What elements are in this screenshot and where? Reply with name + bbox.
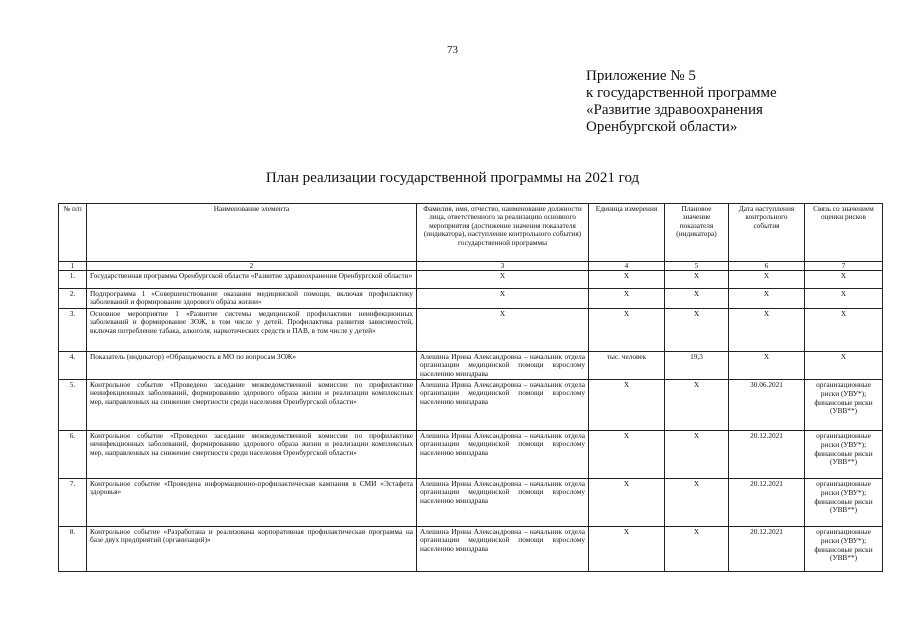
- risk-link: X: [805, 351, 883, 379]
- header-risk: Связь со значением оценки рисков: [805, 204, 883, 262]
- unit-of-measure: тыс. человек: [589, 351, 665, 379]
- row-number: 4.: [59, 351, 87, 379]
- responsible-person: Алешина Ирина Александровна – начальник отдела организации медицинской помощи взрослому населению минздрава: [417, 380, 589, 431]
- header-unit: Единица измерения: [589, 204, 665, 262]
- row-number: 2.: [59, 289, 87, 309]
- event-date: X: [729, 289, 805, 309]
- row-number: 3.: [59, 308, 87, 351]
- responsible-person: Алешина Ирина Александровна – начальник отдела организации медицинской помощи взрослому населению минздрава: [417, 479, 589, 527]
- unit-of-measure: X: [589, 308, 665, 351]
- column-number: 1: [59, 262, 87, 271]
- page-number: 73: [447, 44, 458, 56]
- planned-value: X: [665, 479, 729, 527]
- risk-link: организационные риски (УВУ*); финансовые риски (УВВ**): [805, 527, 883, 572]
- table-row: [59, 479, 883, 527]
- event-date: X: [729, 271, 805, 289]
- element-name: Показатель (индикатор) «Обращаемость в МО по вопросам ЗОЖ»: [87, 351, 417, 379]
- appendix-line: «Развитие здравоохранения: [586, 102, 763, 118]
- table-row: [59, 271, 883, 289]
- table-row: [59, 289, 883, 309]
- responsible-person: X: [417, 308, 589, 351]
- column-number: 7: [805, 262, 883, 271]
- risk-link: организационные риски (УВУ*); финансовые риски (УВВ**): [805, 479, 883, 527]
- row-number: 6.: [59, 431, 87, 479]
- plan-table: [58, 203, 883, 572]
- column-number: 5: [665, 262, 729, 271]
- table-row: [59, 527, 883, 572]
- header-num: № п/п: [59, 204, 87, 262]
- column-number: 2: [87, 262, 417, 271]
- appendix-heading: [586, 68, 777, 136]
- risk-link: организационные риски (УВУ*); финансовые риски (УВВ**): [805, 380, 883, 431]
- appendix-line: Оренбургской области»: [586, 119, 738, 135]
- element-name: Контрольное событие «Разработана и реализована корпоративная профилактическая программа на базе двух предприятий (организаций)»: [87, 527, 417, 572]
- row-number: 8.: [59, 527, 87, 572]
- planned-value: X: [665, 380, 729, 431]
- header-date: Дата наступления контрольного события: [729, 204, 805, 262]
- column-number-row: [59, 262, 883, 271]
- responsible-person: X: [417, 271, 589, 289]
- risk-link: X: [805, 289, 883, 309]
- element-name: Контрольное событие «Проведено заседание межведомственной комиссии по профилактике неинфекционных заболеваний, формированию здорового образа жизни и реализации комплексных мер, направленных на снижение смертности среди населения Оренбургской области»: [87, 380, 417, 431]
- planned-value: X: [665, 527, 729, 572]
- unit-of-measure: X: [589, 431, 665, 479]
- event-date: 20.12.2021: [729, 431, 805, 479]
- responsible-person: Алешина Ирина Александровна – начальник отдела организации медицинской помощи взрослому населению минздрава: [417, 527, 589, 572]
- planned-value: 19,3: [665, 351, 729, 379]
- risk-link: X: [805, 271, 883, 289]
- risk-link: организационные риски (УВУ*); финансовые риски (УВВ**): [805, 431, 883, 479]
- event-date: 20.12.2021: [729, 479, 805, 527]
- appendix-line: к государственной программе: [586, 85, 777, 101]
- responsible-person: X: [417, 289, 589, 309]
- row-number: 7.: [59, 479, 87, 527]
- unit-of-measure: X: [589, 289, 665, 309]
- element-name: Подпрограмма 1 «Совершенствование оказания медицинской помощи, включая профилактику заболеваний и формирование здорового образа жизни»: [87, 289, 417, 309]
- header-responsible: Фамилия, имя, отчество, наименование должности лица, ответственного за реализацию основного мероприятия (достижение значения показателя (индикатора), наступление контрольного события) государственной программы: [417, 204, 589, 262]
- table-row: [59, 308, 883, 351]
- unit-of-measure: X: [589, 527, 665, 572]
- unit-of-measure: X: [589, 271, 665, 289]
- header-plan-value: Плановое значение показателя (индикатора): [665, 204, 729, 262]
- event-date: 30.06.2021: [729, 380, 805, 431]
- responsible-person: Алешина Ирина Александровна – начальник отдела организации медицинской помощи взрослому населению минздрава: [417, 351, 589, 379]
- element-name: Основное мероприятие 1 «Развитие системы медицинской профилактики неинфекционных заболеваний и формирование ЗОЖ, в том числе у детей. Профилактика развития зависимостей, включая потребление табака, алкоголя, наркотических средств и ПАВ, в том числе у детей»: [87, 308, 417, 351]
- table-row: [59, 431, 883, 479]
- event-date: X: [729, 351, 805, 379]
- document-title: План реализации государственной программы на 2021 год: [265, 170, 640, 186]
- unit-of-measure: X: [589, 380, 665, 431]
- column-number: 4: [589, 262, 665, 271]
- header-row: [59, 204, 883, 262]
- planned-value: X: [665, 431, 729, 479]
- table-row: [59, 351, 883, 379]
- table-row: [59, 380, 883, 431]
- element-name: Контрольное событие «Проведена информационно-профилактическая кампания в СМИ «Эстафета здоровья»: [87, 479, 417, 527]
- appendix-line: Приложение № 5: [586, 68, 696, 84]
- event-date: X: [729, 308, 805, 351]
- column-number: 6: [729, 262, 805, 271]
- responsible-person: Алешина Ирина Александровна – начальник отдела организации медицинской помощи взрослому населению минздрава: [417, 431, 589, 479]
- risk-link: X: [805, 308, 883, 351]
- element-name: Контрольное событие «Проведено заседание межведомственной комиссии по профилактике неинфекционных заболеваний, формированию здорового образа жизни и реализации комплексных мер, направленных на снижение смертности среди населения Оренбургской области»: [87, 431, 417, 479]
- row-number: 5.: [59, 380, 87, 431]
- header-name: Наименование элемента: [87, 204, 417, 262]
- planned-value: X: [665, 289, 729, 309]
- column-number: 3: [417, 262, 589, 271]
- row-number: 1.: [59, 271, 87, 289]
- planned-value: X: [665, 271, 729, 289]
- event-date: 20.12.2021: [729, 527, 805, 572]
- planned-value: X: [665, 308, 729, 351]
- unit-of-measure: X: [589, 479, 665, 527]
- element-name: Государственная программа Оренбургской области «Развитие здравоохранения Оренбургской области»: [87, 271, 417, 289]
